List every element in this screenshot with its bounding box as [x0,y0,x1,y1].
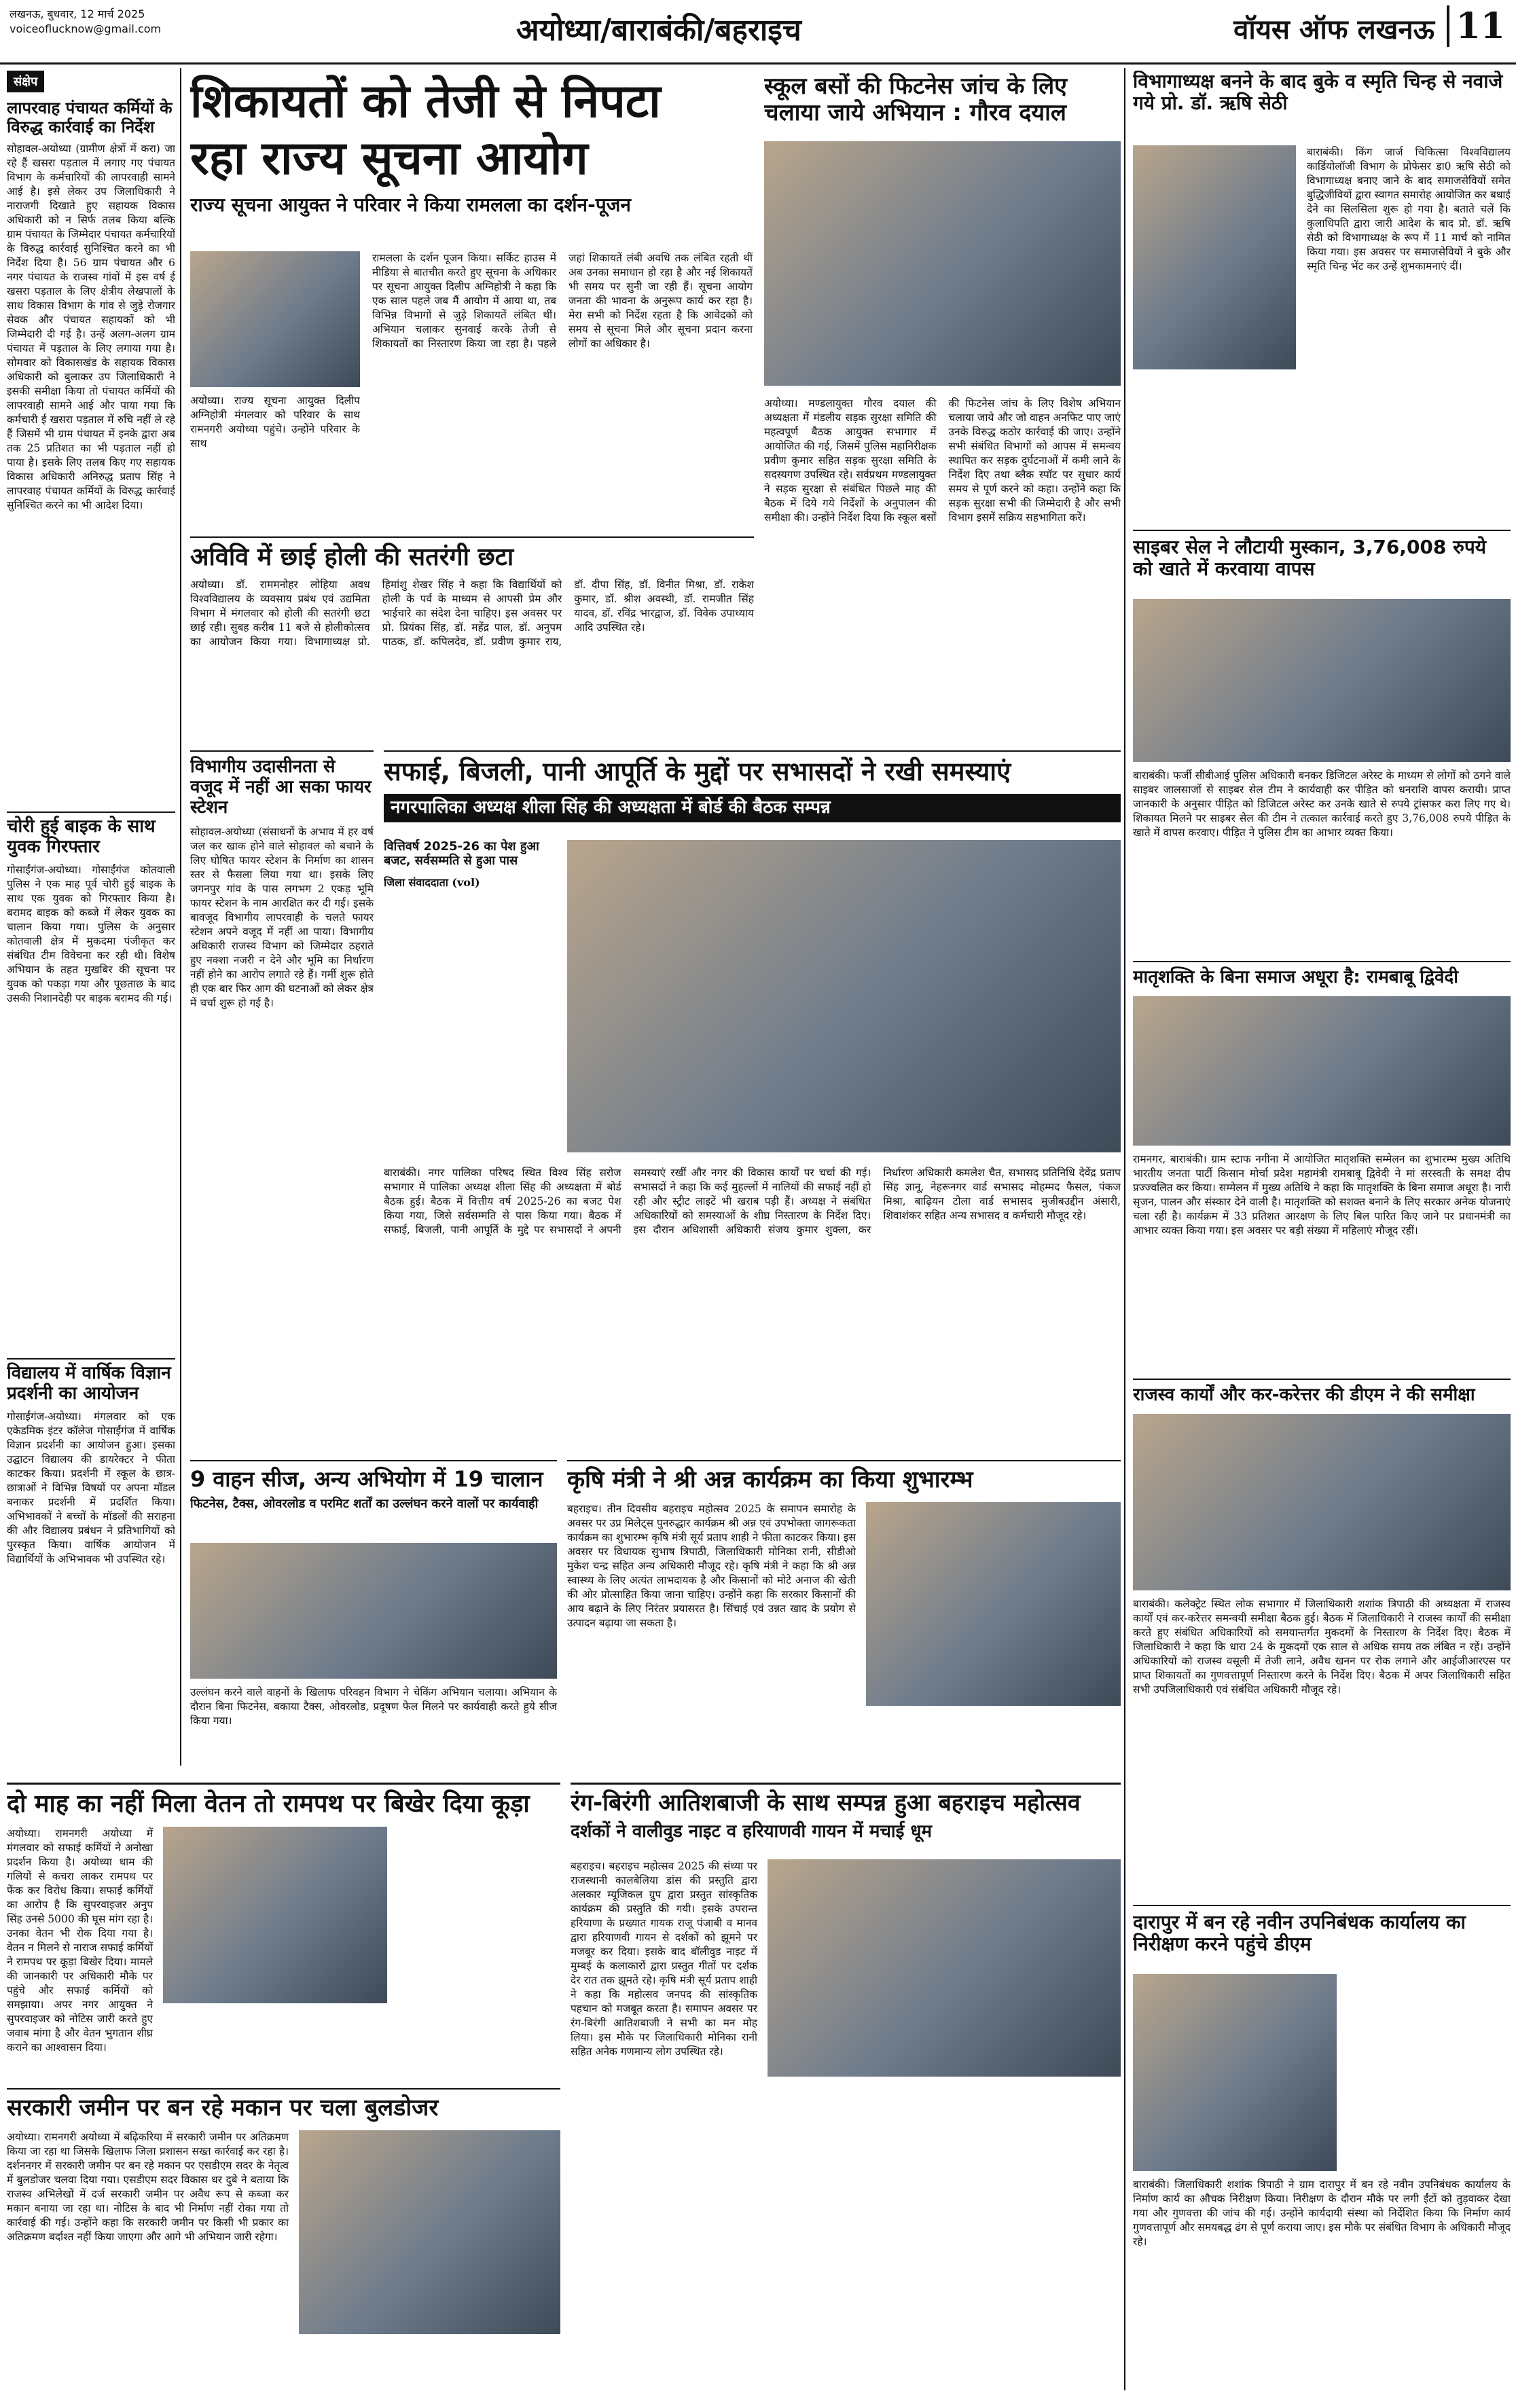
article-headline: मातृशक्ति के बिना समाज अधूरा है: रामबाबू द्विवेदी [1133,967,1458,987]
article-photo [567,840,1121,1152]
article-body: बहराइच। तीन दिवसीय बहराइच महोत्सव 2025 के समापन समारोह के अवसर पर उप्र मिलेट्स पुनरुद्धार कार्यक्रम श्री अन्न एवं उपभोक्ता जागरूकता कार्यक्रम का शुभारम्भ कृषि मंत्री सूर्य प्रताप शाही ने फीता काटकर किया। इस अवसर पर विधायक सुभाष त्रिपाठी, जिलाधिकारी मोनिका रानी, सीडीओ मुकेश चन्द्र सहित अन्य अधिकारी मौजूद रहे। कृषि मंत्री ने कहा कि श्री अन्न स्वास्थ्य के लिए अत्यंत लाभदायक है और किसानों को मोटे अनाज की खेती की ओर प्रोत्साहित किया जाना चाहिए। उन्होंने कहा कि सरकार किसानों की आय बढ़ाने के लिए निरंतर प्रयासरत है। सिंचाई एवं उन्नत खाद के प्रयोग से उत्पादन बढ़ाया जा सकता है। [567,1503,856,1629]
article-mahotsav [571,1783,1121,2408]
article-chori [7,811,175,1353]
article-headline: राजस्व कार्यों और कर-करेत्तर की डीएम ने की समीक्षा [1133,1385,1475,1405]
article-body: गोसाईंगंज-अयोध्या। गोसाईंगंज कोतवाली पुलिस ने एक माह पूर्व चोरी हुई बाइक के साथ एक युवक को गिरफ्तार किया है। बरामद बाइक को कब्जे में लेकर युवक का चालान किया गया। पुलिस के अनुसार कोतवाली क्षेत्र में मुकदमा पंजीकृत कर संबंधित टीम विवेचना कर रही थी। विशेष अभियान के तहत मुखबिर की सूचना पर युवक को पकड़ा गया और पूछताछ के बाद उसकी निशानदेही पर बाइक बरामद की गई। [7,863,175,1004]
article-body: बहराइच। बहराइच महोत्सव 2025 की संध्या पर राजस्थानी कालबेलिया डांस की प्रस्तुति द्वारा अलकार म्यूजिकल ग्रुप द्वारा प्रस्तुत सांस्कृतिक कार्यक्रम की प्रस्तुति की गयी। इसके उपरान्त हरियाणा के प्रख्यात गायक राजू पंजाबी व मानव द्वारा हरियाणवी गायन से दर्शकों को झूमने पर मजबूर कर दिया। इसके बाद बॉलीवुड नाइट में मुम्बई के कलाकारों द्वारा प्रस्तुत गीतों पर दर्शक देर रात तक झूमते रहे। कृषि मंत्री सूर्य प्रताप शाही ने कहा कि महोत्सव जनपद की सांस्कृतिक पहचान को मजबूत करता है। समापन अवसर पर रंग-बिरंगी आतिशबाजी ने सभी का मन मोह लिया। इस मौके पर जिलाधिकारी मोनिका रानी सहित अनेक गणमान्य लोग उपस्थित रहे। [571,1860,757,2058]
article-headline: शिकायतों को तेजी से निपटा [190,75,661,128]
article-subhead: राज्य सूचना आयुक्त ने परिवार ने किया रामलला का दर्शन-पूजन [190,194,631,216]
article-photo [1133,996,1511,1146]
article-headline: दो माह का नहीं मिला वेतन तो रामपथ पर बिखेर दिया कूड़ा [7,1790,530,1818]
article-cyber [1133,530,1511,957]
article-body-top [1348,1974,1511,2178]
article-headline: विद्यालय में वार्षिक विज्ञान प्रदर्शनी का आयोजन [7,1363,171,1404]
article-photo [1133,1974,1337,2171]
article-body: अयोध्या। रामनगरी अयोध्या में मंगलवार को सफाई कर्मियों ने अनोखा प्रदर्शन किया है। अयोध्या धाम की गलियों से कचरा लाकर रामपथ पर फेंक कर विरोध किया। सफाई कर्मियों का आरोप है कि सुपरवाइजर अनुप सिंह उनसे 5000 की घूस मांग रहा है। उनका वेतन भी रोक दिया गया है। वेतन न मिलने से नाराज सफाई कर्मियों ने रामपथ पर कूड़ा बिखेर दिया। मामले की जानकारी पर अधिकारी मौके पर पहुंचे और सफाई कर्मियों को समझाया। अपर नगर आयुक्त ने सुपरवाइजर को नोटिस जारी करते हुए जवाब मांगा है और वेतन भुगतान शीघ्र कराने का आश्वासन दिया। [7,1827,153,2054]
article-photo [764,141,1121,386]
article-photo [1133,599,1511,762]
article-headline: सफाई, बिजली, पानी आपूर्ति के मुद्दों पर सभासदों ने रखी समस्याएं [384,756,1011,786]
article-photo [190,1543,557,1679]
article-photo [1133,1414,1511,1590]
article-nagarpalika [384,750,1121,1457]
article-daraapur [1133,1905,1511,2407]
article-headline: सरकारी जमीन पर बन रहे मकान पर चला बुलडोजर [7,2094,439,2121]
photo-caption: अयोध्या। राज्य सूचना आयुक्त दिलीप अग्निहोत्री मंगलवार को परिवार के साथ रामनगरी अयोध्या पहुंचे। उन्होंने परिवार के साथ [190,395,360,450]
article-aayog [190,73,754,522]
column-rule [1124,68,1125,2390]
article-headline: साइबर सेल ने लौटायी मुस्कान, 3,76,008 रुपये को खाते में करवाया वापस [1133,536,1487,581]
article-vahan [190,1460,557,1779]
article-kachra [7,1783,560,2089]
article-headline: रंग-बिरंगी आतिशबाजी के साथ सम्पन्न हुआ बहराइच महोत्सव [571,1789,1081,1817]
article-subhead: नगरपालिका अध्यक्ष शीला सिंह की अध्यक्षता में बोर्ड की बैठक सम्पन्न [384,794,1121,822]
article-headline: लापरवाह पंचायत कर्मियों के विरुद्ध कार्रवाई का निर्देश [7,98,173,136]
article-headline: स्कूल बसों की फिटनेस जांच के लिए [764,73,1067,100]
article-photo [163,1827,387,2003]
article-body: गोसाईंगंज-अयोध्या। मंगलवार को एक एकेडमिक इंटर कॉलेज गोसाईंगंज में वार्षिक विज्ञान प्रदर्शनी का आयोजन हुआ। इसका उद्घाटन विद्यालय की डायरेक्टर ने फीता काटकर किया। प्रदर्शनी में स्कूल के छात्र-छात्राओं ने विभिन्न विषयों पर अपना मॉडल बनाकर प्रदर्शनी में प्रदर्शित किया। अभिभावकों ने बच्चों के मॉडलों की सराहना की और विद्यालय प्रबंधन ने प्रतिभागियों को पुरस्कृत किया। वार्षिक आयोजन में विद्यार्थियों के अभिभावक भी उपस्थित रहे। [7,1410,175,1565]
article-sankshep [7,71,175,797]
dateline: लखनऊ, बुधवार, 12 मार्च 2025 [10,7,145,20]
article-body: बाराबंकी। जिलाधिकारी शशांक त्रिपाठी ने ग्राम दारापुर में बन रहे नवीन उपनिबंधक कार्यालय के निर्माण कार्य का औचक निरीक्षण किया। निरीक्षण के दौरान मौके पर लगी ईंटों को तुड़वाकर देखा गया और गुणवत्ता की जांच की गई। उन्होंने कार्यदायी संस्था को निर्देशित किया कि निर्माण कार्य गुणवत्तापूर्ण और समयबद्ध ढंग से पूर्ण कराया जाए। इस मौके पर संबंधित विभाग के अधिकारी मौजूद रहे। [1133,2178,1511,2248]
article-headline: 9 वाहन सीज, अन्य अभियोग में 19 चालान [190,1466,543,1492]
article-body: अयोध्या। रामनगरी अयोध्या में बढ़िकरिया में सरकारी जमीन पर अतिक्रमण किया जा रहा था जिसके खिलाफ जिला प्रशासन सख्त कार्रवाई कर रहा है। दर्शननगर में सरकारी जमीन पर बन रहे मकान पर एसडीएम सदर के नेतृत्व में बुलडोजर चलवा दिया गया। एसडीएम सदर विकास धर दुबे ने बताया कि राजस्व अभिलेखों में दर्ज सरकारी जमीन पर अवैध रूप से कब्जा कर मकान बनाया जा रहा था। नोटिस के बाद भी निर्माण नहीं रोका गया तो कार्रवाई की गई। उन्होंने कहा कि सरकारी जमीन पर किसी भी प्रकार का अतिक्रमण बर्दाश्त नहीं किया जाएगा और आगे भी अभियान जारी रहेगा। [7,2131,289,2243]
article-headline: चोरी हुई बाइक के साथ युवक गिरफ्तार [7,816,156,857]
article-fire-station [190,750,374,1457]
article-sethi [1133,71,1511,519]
article-photo [299,2130,560,2334]
article-body: बाराबंकी। कलेक्ट्रेट स्थित लोक सभागार में जिलाधिकारी शशांक त्रिपाठी की अध्यक्षता में राजस्व कार्यों एवं कर-करेत्तर समन्वयी समीक्षा बैठक हुई। बैठक में जिलाधिकारी ने राजस्व कार्यों की समीक्षा करते हुए संबंधित अधिकारियों को समयान्तर्गत मुकदमों के निस्तारण के निर्देश दिए। बैठक में जिलाधिकारी ने कहा कि धारा 24 के मुकदमों एक साल से अधिक समय तक लंबित न रहें। उन्होंने अधिकारियों को राजस्व वसूली में तेजी लाने, अवैध खनन पर रोक लगाने और आईजीआरएस पर प्राप्त शिकायतों का गुणवत्तापूर्ण निस्तारण करने के निर्देश दिए। बैठक में अपर जिलाधिकारी सहित सभी उपजिलाधिकारी एवं संबंधित अधिकारी मौजूद रहे। [1133,1598,1511,1696]
masthead-meta [10,7,161,37]
email: voiceoflucknow@gmail.com [10,22,162,35]
article-photo [866,1502,1121,1706]
article-school-bus [764,73,1121,739]
article-byline: जिला संवाददाता (vol) [384,876,480,890]
column-rule [180,68,181,1766]
article-headline: विभागीय उदासीनता से वजूद में नहीं आ सका फायर स्टेशन [190,756,372,818]
article-headline: कृषि मंत्री ने श्री अन्न कार्यक्रम का किया शुभारम्भ [567,1466,973,1493]
section-title: अयोध्या/बाराबंकी/बहराइच [516,13,801,48]
article-headline: रहा राज्य सूचना आयोग [190,132,588,185]
article-headline: चलाया जाये अभियान : गौरव दयाल [764,99,1066,127]
article-body: बाराबंकी। किंग जार्ज चिकित्सा विश्वविद्यालय कार्डियोलॉजी विभाग के प्रोफेसर डा0 ऋषि सेठी को विभागाध्यक्ष बनाए जाने के बाद समाजसेवियों समेत बुद्धिजीवियों द्वारा स्वागत समारोह आयोजित कर बधाई देने का सिलसिला शुरू हो गया है। बताते चलें कि कुलाधिपति द्वारा जारी आदेश के बाद प्रो. डॉ. ऋषि सेठी को विभागाध्यक्ष के रूप में 11 मार्च को नामित किया गया। इस अवसर पर समाजसेवियों ने बुके और स्मृति चिन्ह भेंट कर उन्हें शुभकामनाएं दीं। [1307,146,1511,272]
article-body: सोहावल-अयोध्या (ग्रामीण क्षेत्रों में करा) जा रहे हैं खसरा पड़ताल में लगाए गए पंचायत विभाग के कर्मचारियों की लापरवाही सामने आई है। इसे लेकर उप जिलाधिकारी ने नाराजगी दिखाते हुए सहायक विकास अधिकारी को न सिर्फ तलब किया बल्कि ग्राम पंचायत के जिम्मेदार पंचायत कर्मचारियों के विरुद्ध कार्रवाई सुनिश्चित करने का भी निर्देश दिया है। 56 ग्राम पंचायत और 6 नगर पंचायत के राजस्व गांवों में इस वर्ष ई खसरा पड़ताल के लिए क्षेत्रीय लेखपालों के साथ विकास विभाग के गांव से जुड़े रोजगार सेवक और पंचायत सहायकों को भी जिम्मेदारी दी गई है। उन्हें अलग-अलग ग्राम पंचायत में पड़ताल के लिए लगाया गया है। सोमवार को विकासखंड के सहायक विकास अधिकारी को बुलाकर उप जिलाधिकारी ने इसकी समीक्षा किया तो पंचायत कर्मियों की लापरवाही सामने आई और पाया गया कि कर्मचारी ई खसरा पड़ताल में रुचि नहीं ले रहे हैं जिसमें भी ग्राम पंचायत में इनके द्वारा अब तक 25 प्रतिशत का भी पड़ताल नहीं हो पाया है। इसके लिए तलब किए गए सहायक विकास अधिकारी अनिरुद्ध प्रताप सिंह ने लापरवाह पंचायत कर्मियों के विरुद्ध कार्रवाई सुनिश्चित करने का भी आदेश दिया। [7,143,175,512]
article-headline: दारापुर में बन रहे नवीन उपनिबंधक कार्यालय का निरीक्षण करने पहुंचे डीएम [1133,1911,1466,1956]
article-body: अयोध्या। डॉ. राममनोहर लोहिया अवध विश्वविद्यालय के व्यवसाय प्रबंध एवं उद्यमिता विभाग में मंगलवार को होली की सतरंगी छटा छाई रही। सुबह करीब 11 बजे से होलीकोत्सव का आयोजन किया गया। विभागाध्यक्ष प्रो. हिमांशु शेखर सिंह ने कहा कि विद्यार्थियों को होली के पर्व के माध्यम से आपसी प्रेम और भाईचारे का संदेश देना चाहिए। इस अवसर पर प्रो. प्रियंका सिंह, डॉ. महेंद्र पाल, डॉ. अनुपम पाठक, डॉ. कपिलदेव, डॉ. प्रवीण कुमार राय, डॉ. दीपा सिंह, डॉ. विनीत मिश्रा, डॉ. राकेश कुमार, डॉ. श्रीश अवस्थी, डॉ. रामजीत सिंह यादव, डॉ. रविंद्र भारद्वाज, डॉ. विवेक उपाध्याय आदि उपस्थित रहे। [190,579,754,649]
article-body: सोहावल-अयोध्या (संसाधनों के अभाव में हर वर्ष जल कर खाक होने वाले सोहावल को बचाने के लिए घोषित फायर स्टेशन के निर्माण का शासन स्तर से फैसला लिया गया था। इसके लिए जगनपुर गांव के पास लगभग 2 एकड़ भूमि फायर स्टेशन के नाम आरक्षित कर दी गई। इसके बावजूद विभागीय लापरवाही के चलते फायर स्टेशन अपने वजूद में नहीं आ पाया। विभागीय अधिकारी राजस्व विभाग को जिम्मेदार ठहराते हुए नक्शा नजरी न देने और भूमि का निर्धारण नहीं होने का आरोप लगाते रहे हैं। गर्मी शुरू होते ही एक बार फिर आग की घटनाओं को लेकर क्षेत्र में चर्चा शुरू हो गई है। [190,825,374,1009]
brand-name: वॉयस ऑफ लखनऊ [1233,14,1434,45]
page-number: 11 [1447,5,1505,47]
masthead [0,0,1516,65]
article-bullet: फिटनेस, टैक्स, ओवरलोड व परमिट शर्तों का उल्लंघन करने वालों पर कार्यवाही [190,1496,539,1511]
article-headline: विभागाध्यक्ष बनने के बाद बुके व स्मृति चिन्ह से नवाजे गये प्रो. डॉ. ऋषि सेठी [1133,71,1503,115]
article-headline: अविवि में छाई होली की सतरंगी छटा [190,543,514,571]
photo-caption: उल्लंघन करने वाले वाहनों के खिलाफ परिवहन विभाग ने चेकिंग अभियान चलाया। अभियान के दौरान बिना फिटनेस, बकाया टैक्स, ओवरलोड, प्रदूषण फेल मिलने पर कार्यवाही करते हुये सीज किया गया। [190,1686,557,1727]
article-holi [190,536,754,747]
article-photo [190,251,360,387]
section-tag: संक्षेप [7,71,44,92]
article-body: बाराबंकी। फर्जी सीबीआई पुलिस अधिकारी बनकर डिजिटल अरेस्ट के माध्यम से लोगों को ठगने वाले साइबर जालसाजों से साइबर सेल टीम ने कार्यवाही कर पीड़ित को धनराशि वापस करायी। प्राप्त जानकारी के अनुसार पीड़ित को डिजिटल अरेस्ट कर उनके खाते से रुपये ट्रांसफर करा लिए गए थे। शिकायत मिलने पर साइबर सेल की टीम ने तत्काल कार्रवाई करते हुए 3,76,008 रुपये पीड़ित के खाते में वापस करवाए। पीड़ित ने पुलिस टीम का आभार व्यक्त किया। [1133,769,1511,839]
article-photo [1133,145,1296,369]
article-subhead: दर्शकों ने वालीवुड नाइट व हरियाणवी गायन में मचाई धूम [571,1821,932,1842]
article-buldozer [7,2088,560,2407]
article-bullet: वित्तिवर्ष 2025-26 का पेश हुआ बजट, सर्वसम्मति से हुआ पास [384,839,539,868]
article-body: रामलला के दर्शन पूजन किया। सर्किट हाउस में मीडिया से बातचीत करते हुए सूचना के अधिकार पर सूचना आयुक्त दिलीप अग्निहोत्री ने कहा कि एक साल पहले जब मैं आयोग में आया था, तब विभिन्न विभागों से जुड़े शिकायतें लंबित थीं। अभियान चलाकर सुनवाई करके तेजी से शिकायतों का निस्तारण किया जा रहा है। पहले जहां शिकायतें लंबी अवधि तक लंबित रहती थीं अब उनका समाधान हो रहा है और नई शिकायतें भी समय पर सुनी जा रही हैं। सूचना आयोग जनता की भावना के अनुरूप कार्य कर रहा है। मेरा सभी को निर्देश रहता है कि आवेदकों को समय से सूचना मिले और सूचना प्रदान करना लोगों का अधिकार है। [372,252,753,350]
article-photo [768,1859,1121,2077]
article-body: अयोध्या। मण्डलायुक्त गौरव दयाल की अध्यक्षता में मंडलीय सड़क सुरक्षा समिति की महत्वपूर्ण बैठक आयुक्त सभागार में आयोजित की गई, जिसमें पुलिस महानिरीक्षक प्रवीण कुमार सहित सड़क सुरक्षा समिति के सदस्यगण उपस्थित रहे। सर्वप्रथम मण्डलायुक्त ने सड़क सुरक्षा से संबंधित पिछले माह की बैठक में दिये गये निर्देशों के अनुपालन की समीक्षा की। उन्होंने निर्देश दिया कि स्कूल बसों की फिटनेस जांच के लिए विशेष अभियान चलाया जाये और जो वाहन अनफिट पाए जाएं उनके विरुद्ध कठोर कार्रवाई की जाए। उन्होंने सभी संबंधित विभागों को आपस में समन्वय स्थापित कर सड़क दुर्घटनाओं में कमी लाने के निर्देश दिए तथा ब्लैक स्पॉट पर सुधार कार्य समय से पूर्ण करने को कहा। उन्होंने कहा कि सड़क सुरक्षा सभी की जिम्मेदारी है और सभी विभाग इसमें सक्रिय सहभागिता करें। [764,397,1121,524]
article-matrishakti [1133,961,1511,1375]
article-rajasv [1133,1379,1511,1901]
article-body: बाराबंकी। नगर पालिका परिषद स्थित विश्व सिंह सरोज सभागार में पालिका अध्यक्ष शीला सिंह की अध्यक्षता में बोर्ड बैठक हुई। बैठक में वित्तीय वर्ष 2025-26 का बजट पेश किया गया, जिसे सर्वसम्मति से पास किया गया। बैठक में सफाई, बिजली, पानी आपूर्ति के मुद्दे पर सभासदों ने अपनी समस्याएं रखीं और नगर की विकास कार्यों पर चर्चा की गई। सभासदों ने कहा कि कई मुहल्लों में नालियों की सफाई नहीं हो रही और स्ट्रीट लाइटें भी खराब पड़ी हैं। अध्यक्ष ने संबंधित अधिकारियों को समस्याओं के शीघ्र निस्तारण के निर्देश दिए। इस दौरान अधिशासी अधिकारी संजय कुमार शुक्ला, कर निर्धारण अधिकारी कमलेश चैत, सभासद प्रतिनिधि देवेंद्र प्रताप सिंह ज्ञानू, नेहरूनगर वार्ड सभासद मोहम्मद फैसल, पंकज मिश्रा, बाढ़ियन टोला वार्ड सभासद मुजीबउद्दीन अंसारी, शिवाशंकर सहित अन्य सभासद व कर्मचारी मौजूद रहे। [384,1167,1121,1236]
article-body: रामनगर, बाराबंकी। ग्राम स्टाफ नगीना में आयोजित मातृशक्ति सम्मेलन का शुभारम्भ मुख्य अतिथि भारतीय जनता पार्टी किसान मोर्चा प्रदेश महामंत्री रामबाबू द्विवेदी ने मां सरस्वती के समक्ष दीप प्रज्ज्वलित कर किया। सम्मेलन में मुख्य अतिथि ने कहा कि मातृशक्ति के बिना समाज अधूरा है। नारी सृजन, पालन और संस्कार देने वाली है। मातृशक्ति को सशक्त बनाने के लिए सरकार अनेक योजनाएं चला रही है। कार्यक्रम में 33 प्रतिशत आरक्षण के लिए बिल पारित किए जाने पर प्रधानमंत्री का आभार व्यक्त किया गया। इस अवसर पर बड़ी संख्या में महिलाएं मौजूद रहीं। [1133,1153,1511,1237]
article-anna [567,1460,1121,1779]
article-vigyan [7,1358,175,1771]
